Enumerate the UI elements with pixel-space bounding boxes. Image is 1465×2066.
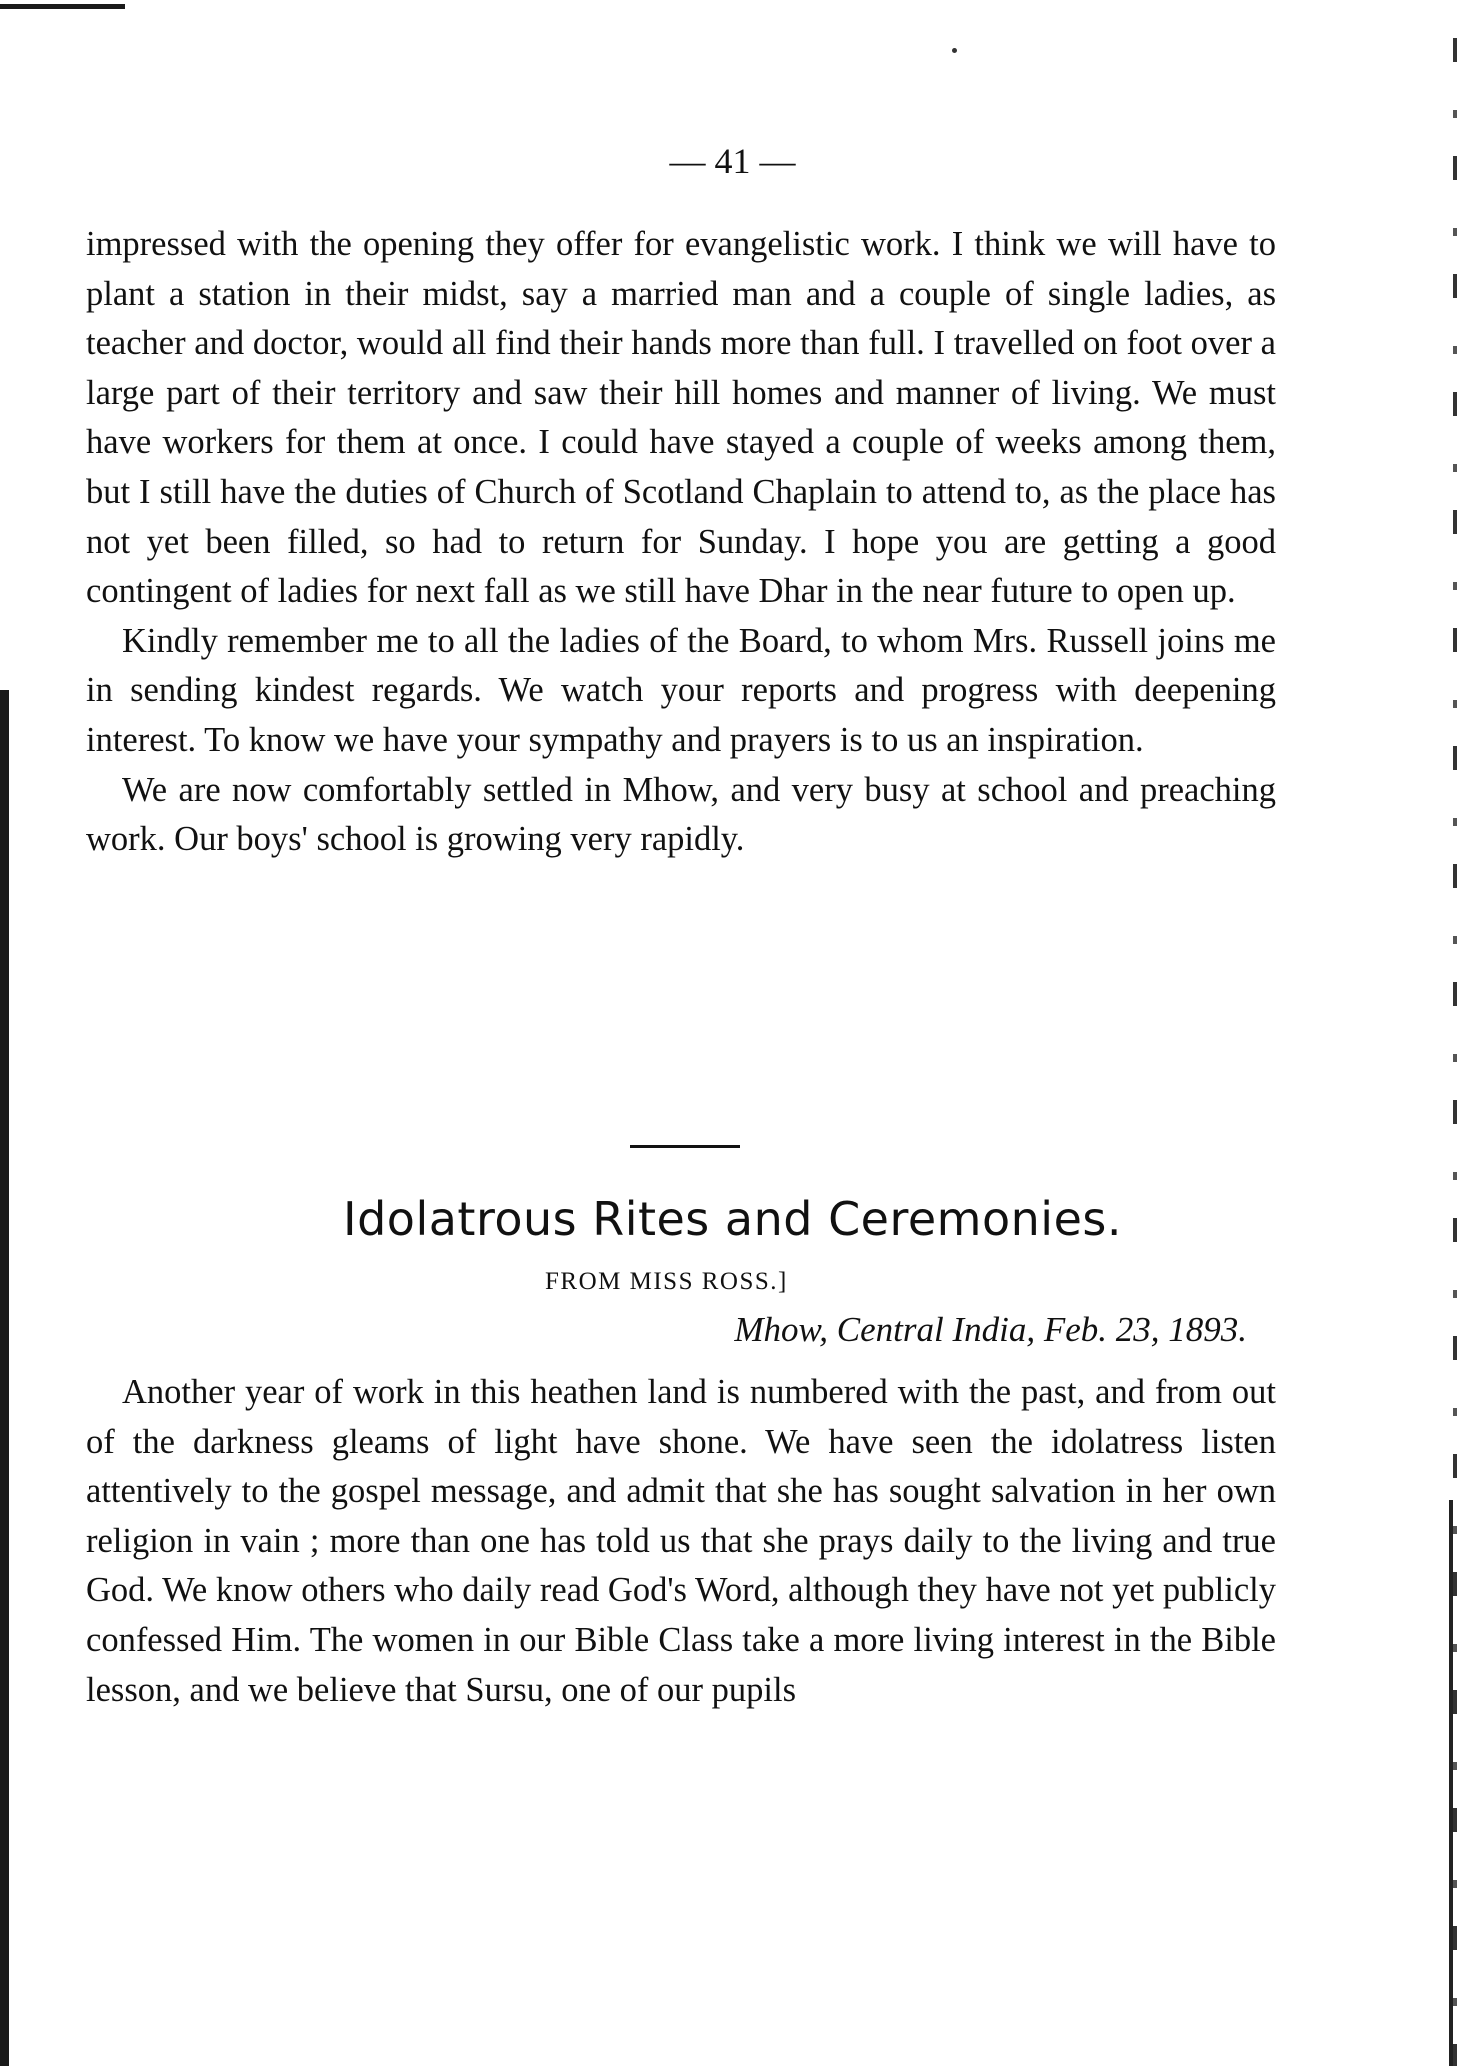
paragraph: We are now comfortably settled in Mhow, and very busy at school and preaching work. Our boys' school is growing very rapidly. [86,770,1276,859]
scan-right-border-lower [1449,1500,1453,2066]
scan-left-border [0,690,9,2066]
article-byline: FROM MISS ROSS.] [545,1268,788,1295]
paragraph: Kindly remember me to all the ladies of the Board, to whom Mrs. Russell joins me in sending kindest regards. We watch your reports and progress with deepening interest. To know we have your sympathy and prayers is to us an inspiration. [86,621,1276,759]
letter-continuation [86,220,1276,865]
paragraph: impressed with the opening they offer for evangelistic work. I think we will have to plant a station in their midst, say a married man and a couple of single ladies, as teacher and doctor, would all find their hands more than full. I travelled on foot over a large part of their territory and saw their hill homes and manner of living. We must have workers for them at once. I could have stayed a couple of weeks among them, but I still have the duties of Church of Scotland Chaplain to attend to, as the place has not yet been filled, so had to return for Sunday. I hope you are getting a good contingent of ladies for next fall as we still have Dhar in the near future to open up. [86,225,1276,611]
scan-speck [952,48,957,53]
section-divider [630,1145,740,1148]
scan-right-border [1453,0,1457,2066]
paragraph: Another year of work in this heathen land is numbered with the past, and from out of the darkness gleams of light have shone. We have seen the idolatress listen attentively to the gospel message, and admit that she has sought salvation in her own religion in vain ; more than one has told us that she prays daily to the living and true God. We know others who daily read God's Word, although they have not yet publicly confessed Him. The women in our Bible Class take a more living interest in the Bible lesson, and we believe that Sursu, one of our pupils [86,1373,1276,1709]
article-heading: Idolatrous Rites and Ceremonies. [343,1192,1122,1246]
article-dateline: Mhow, Central India, Feb. 23, 1893. [734,1310,1247,1349]
scan-edge-mark [0,4,125,9]
article-body [86,1368,1276,1715]
page-number: — 41 — [669,141,796,181]
